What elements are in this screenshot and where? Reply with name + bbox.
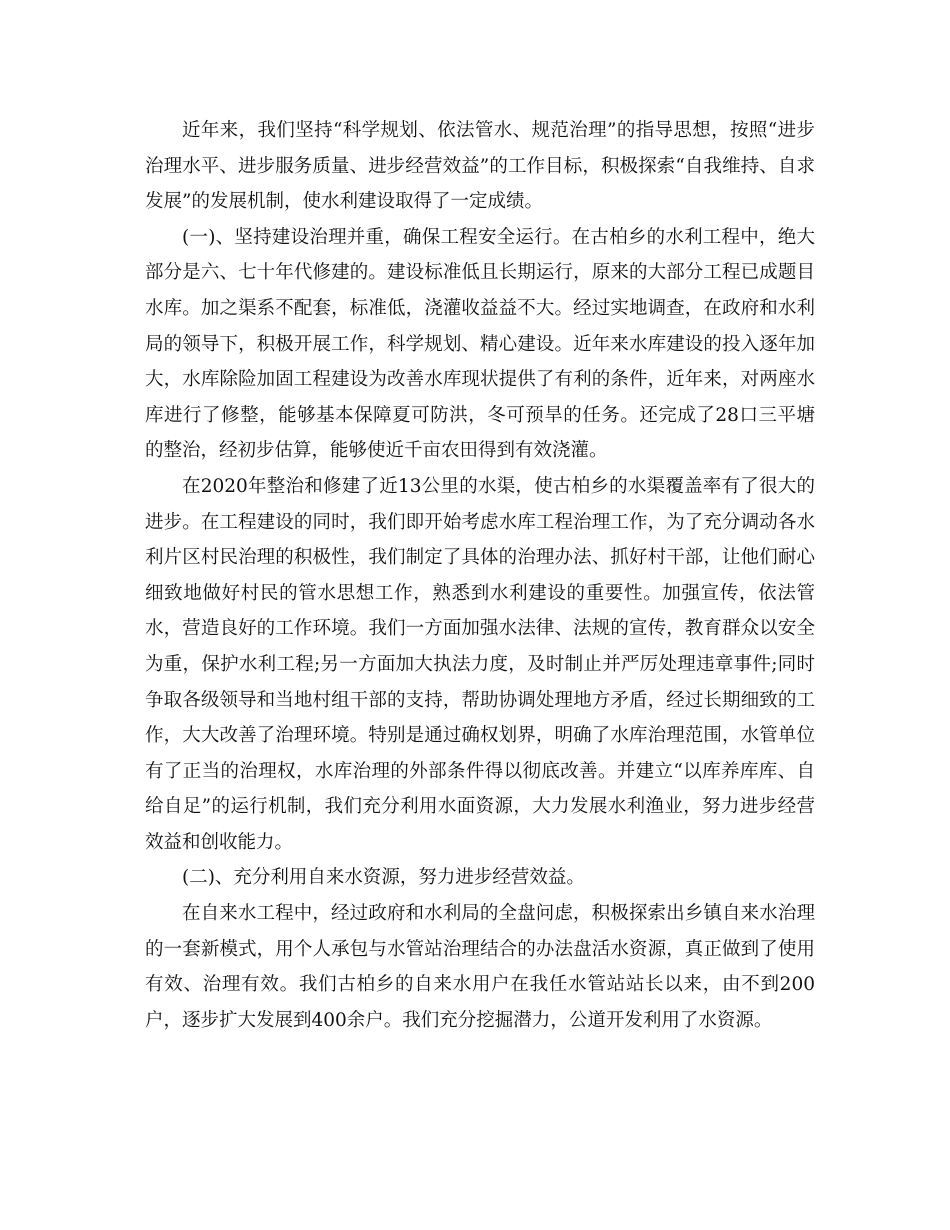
document-body [145, 113, 815, 1038]
section-heading-tap-water: (二)、充分利用自来水资源，努力进步经营效益。 [182, 867, 585, 889]
paragraph-guiding-thought: 近年来，我们坚持“科学规划、依法管水、规范治理”的指导思想，按照“进步治理水平、进步服务质量、进步经营效益”的工作目标，积极探索“自我维持、自求发展”的发展机制，使水利建设取得了一定成绩。 [145, 120, 815, 213]
paragraph-tap-water-project: 在自来水工程中，经过政府和水利局的全盘问虑，积极探索出乡镇自来水治理的一套新模式，用个人承包与水管站治理结合的办法盘活水资源，真正做到了使用有效、治理有效。我们古柏乡的自来水用户在我任水管站站长以来，由不到200户，逐步扩大发展到400余户。我们充分挖掘潜力，公道开发利用了水资源。 [145, 903, 815, 1031]
paragraph-construction-management: (一)、坚持建设治理并重，确保工程安全运行。在古柏乡的水利工程中，绝大部分是六、七十年代修建的。建设标准低且长期运行，原来的大部分工程已成题目水库。加之渠系不配套，标准低，浇灌收益益不大。经过实地调查，在政府和水利局的领导下，积极开展工作，科学规划、精心建设。近年来水库建设的投入逐年加大，水库除险加固工程建设为改善水库现状提供了有利的条件，近年来，对两座水库进行了修整，能够基本保障夏可防洪，冬可预旱的任务。还完成了28口三平塘的整治，经初步估算，能够使近千亩农田得到有效浇灌。 [145, 226, 815, 462]
paragraph-canal-renovation: 在2020年整治和修建了近13公里的水渠，使古柏乡的水渠覆盖率有了很大的进步。在工程建设的同时，我们即开始考虑水库工程治理工作，为了充分调动各水利片区村民治理的积极性，我们制定了具体的治理办法、抓好村干部，让他们耐心细致地做好村民的管水思想工作，熟悉到水利建设的重要性。加强宣传，依法管水，营造良好的工作环境。我们一方面加强水法律、法规的宣传，教育群众以安全为重，保护水利工程;另一方面加大执法力度，及时制止并严厉处理违章事件;同时争取各级领导和当地村组干部的支持，帮助协调处理地方矛盾，经过长期细致的工作，大大改善了治理环境。特别是通过确权划界，明确了水库治理范围，水管单位有了正当的治理权，水库治理的外部条件得以彻底改善。并建立“以库养库库、自给自足”的运行机制，我们充分利用水面资源，大力发展水利渔业，努力进步经营效益和创收能力。 [145, 475, 815, 853]
